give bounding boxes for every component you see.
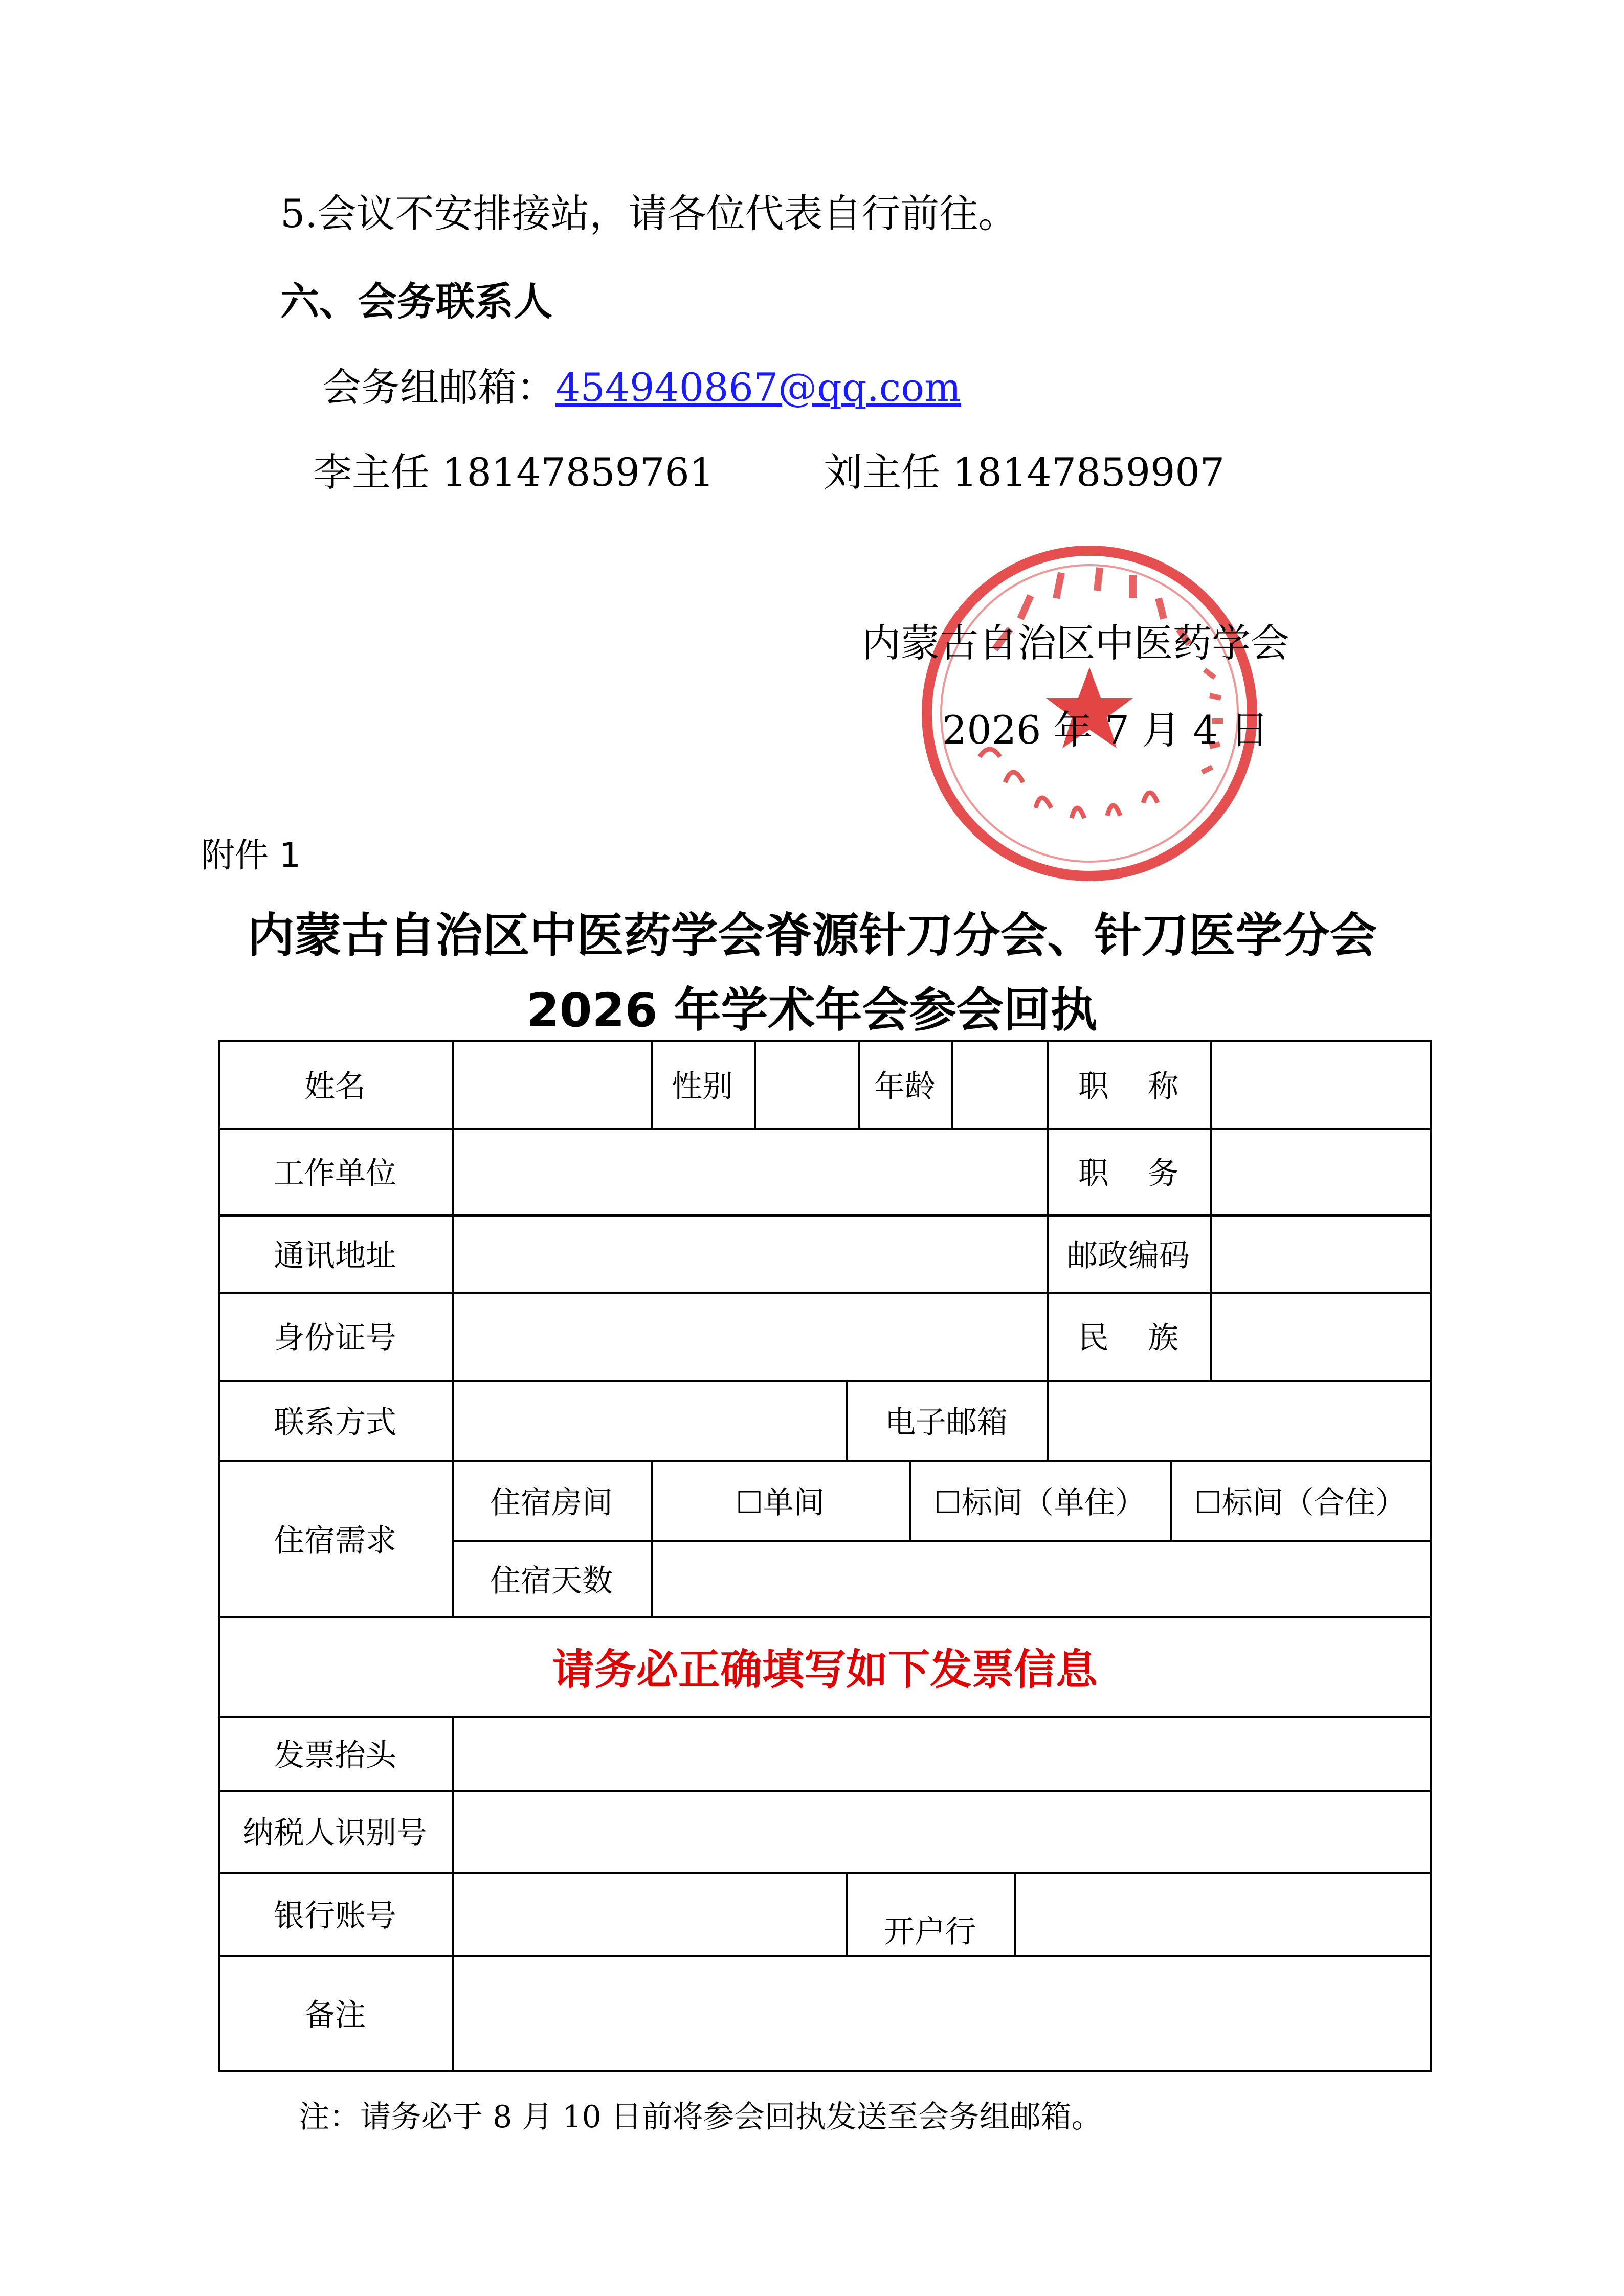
title-input[interactable] xyxy=(1212,1040,1430,1128)
bank-input[interactable] xyxy=(1016,1872,1430,1955)
label-age: 年龄 xyxy=(874,1068,936,1105)
invoice-notice: 请务必正确填写如下发票信息 xyxy=(552,1645,1098,1694)
label-position: 职 务 xyxy=(1078,1156,1179,1191)
label-taxpayer-id: 纳税人识别号 xyxy=(243,1815,427,1851)
ethnicity-input[interactable] xyxy=(1212,1292,1430,1380)
label-contact: 联系方式 xyxy=(274,1404,396,1440)
label-address: 通讯地址 xyxy=(274,1237,396,1274)
name-input[interactable] xyxy=(454,1040,651,1128)
label-remarks: 备注 xyxy=(304,1997,366,2033)
age-input[interactable] xyxy=(953,1040,1047,1128)
item-5-text: 5.会议不安排接站，请各位代表自行前往。 xyxy=(280,191,1017,236)
footnote: 注：请务必于 8 月 10 日前将参会回执发送至会务组邮箱。 xyxy=(299,2099,1102,2135)
form-title-line-1: 内蒙古自治区中医药学会脊源针刀分会、针刀医学分会 xyxy=(247,908,1377,963)
label-room-type: 住宿房间 xyxy=(490,1484,613,1521)
label-id-number: 身份证号 xyxy=(274,1320,396,1356)
email-link[interactable]: 454940867@qq.com xyxy=(555,365,962,410)
label-email: 电子邮箱 xyxy=(885,1404,1008,1440)
label-title: 职 称 xyxy=(1078,1068,1179,1105)
label-gender: 性别 xyxy=(672,1068,733,1105)
section-6-heading: 六、会务联系人 xyxy=(280,279,552,324)
registration-form xyxy=(218,1040,1432,2072)
label-bank: 开户行 xyxy=(884,1914,976,1950)
bank-account-input[interactable] xyxy=(454,1872,846,1955)
label-ethnicity: 民 族 xyxy=(1078,1320,1179,1356)
twin-single-checkbox[interactable]: ☐标间（单住） xyxy=(934,1484,1146,1521)
label-work-unit: 工作单位 xyxy=(274,1156,396,1191)
label-nights: 住宿天数 xyxy=(490,1563,613,1599)
contact-li-name: 李主任 xyxy=(313,449,430,495)
label-lodging: 住宿需求 xyxy=(274,1523,396,1559)
signature-date: 2026 年 7 月 4 日 xyxy=(942,707,1269,753)
remarks-input[interactable] xyxy=(454,1955,1430,2070)
gender-input[interactable] xyxy=(756,1040,858,1128)
label-bank-account: 银行账号 xyxy=(274,1898,396,1934)
form-title-line-2: 2026 年学术年会参会回执 xyxy=(526,983,1098,1038)
contact-liu-phone: 18147859907 xyxy=(952,449,1225,495)
twin-shared-checkbox[interactable]: ☐标间（合住） xyxy=(1194,1484,1406,1521)
signature-org: 内蒙古自治区中医药学会 xyxy=(862,620,1289,666)
invoice-title-input[interactable] xyxy=(454,1716,1430,1790)
postal-code-input[interactable] xyxy=(1212,1214,1430,1292)
nights-input[interactable] xyxy=(653,1540,1430,1616)
email-line xyxy=(322,365,962,410)
id-number-input[interactable] xyxy=(454,1292,1047,1380)
label-invoice-title: 发票抬头 xyxy=(274,1737,396,1773)
taxpayer-id-input[interactable] xyxy=(454,1790,1430,1872)
address-input[interactable] xyxy=(454,1214,1047,1292)
contact-li-phone: 18147859761 xyxy=(442,449,715,495)
contact-input[interactable] xyxy=(454,1380,846,1460)
single-room-checkbox[interactable]: ☐单间 xyxy=(736,1484,825,1521)
contact-liu-name: 刘主任 xyxy=(824,449,940,495)
label-postal-code: 邮政编码 xyxy=(1067,1237,1190,1274)
label-name: 姓名 xyxy=(304,1068,366,1105)
work-unit-input[interactable] xyxy=(454,1128,1047,1214)
position-input[interactable] xyxy=(1212,1128,1430,1214)
attachment-label: 附件 1 xyxy=(201,836,301,875)
contact-liu xyxy=(824,449,1225,495)
contact-li xyxy=(313,449,715,495)
email-label: 会务组邮箱： xyxy=(322,365,555,410)
email-input[interactable] xyxy=(1049,1380,1430,1460)
